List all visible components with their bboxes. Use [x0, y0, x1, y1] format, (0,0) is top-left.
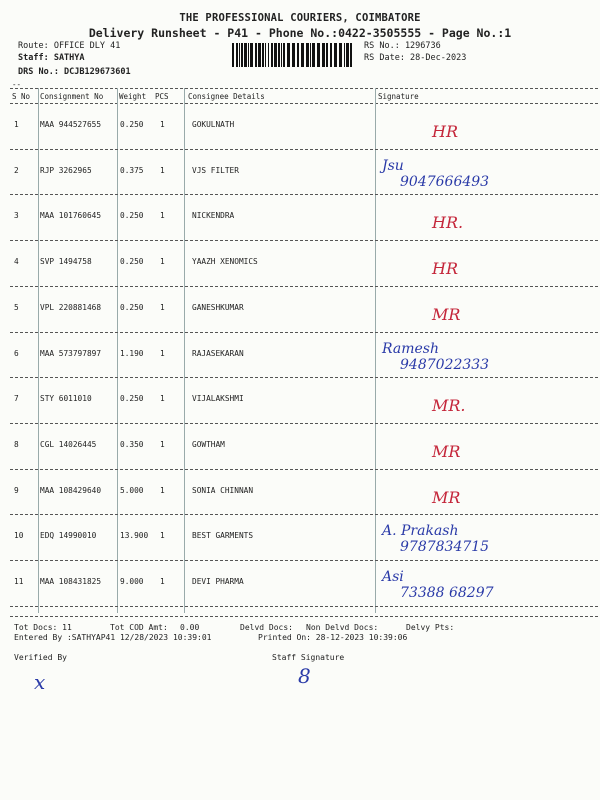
col-divider [117, 88, 118, 613]
row-consignment-no: MAA 573797897 [40, 348, 102, 358]
row-weight: 0.250 [120, 211, 144, 221]
barcode-bar [241, 43, 243, 67]
row-sno: 5 [14, 302, 19, 312]
barcode-bar [258, 43, 261, 67]
row-signature: Ramesh [382, 340, 439, 357]
row-sno: 3 [14, 211, 19, 221]
row-consignee: SONIA CHINNAN [192, 485, 254, 495]
row-consignee: VIJALAKSHMI [192, 394, 244, 404]
barcode-bar [265, 43, 266, 67]
staff-label: Staff: SATHYA [18, 53, 85, 63]
row-sno: 11 [14, 577, 24, 586]
drs-number: DRS No.: DCJB129673601 [18, 67, 131, 77]
table-top-rule [10, 88, 598, 89]
col-consignee: Consignee Details [188, 92, 265, 101]
row-signature: MR [432, 487, 461, 507]
non-delivered-docs: Non Delvd Docs: [306, 623, 379, 632]
barcode-bar [326, 43, 328, 67]
row-signature: Asi [382, 569, 404, 585]
row-sno: 8 [14, 439, 19, 449]
row-consignment-no: MAA 101760645 [40, 211, 102, 221]
row-weight: 0.250 [120, 302, 144, 312]
row-separator [10, 149, 598, 150]
barcode-bar [255, 43, 257, 67]
route-label: Route: OFFICE DLY 41 [18, 41, 121, 51]
barcode-bar [283, 43, 285, 67]
row-signature: Jsu [382, 157, 404, 174]
row-weight: 1.190 [120, 348, 144, 358]
staff-signature-mark: 8 [298, 664, 311, 688]
tot-cod-amount: 0.00 [180, 623, 200, 632]
row-consignment-no: MAA 108431825 [40, 577, 102, 586]
row-consignment-no: MAA 108429640 [40, 485, 102, 495]
row-signature: HR [432, 259, 458, 279]
row-sno: 1 [14, 120, 19, 129]
row-signature-phone: 73388 68297 [400, 585, 494, 601]
row-weight: 0.250 [120, 257, 144, 267]
barcode-bar [297, 43, 299, 67]
footer-rule [10, 616, 598, 617]
barcode-bar [271, 43, 273, 67]
row-separator [10, 286, 598, 287]
row-consignee: BEST GARMENTS [192, 531, 254, 541]
row-consignee: GANESHKUMAR [192, 302, 244, 312]
runsheet-subtitle: Delivery Runsheet - P41 - Phone No.:0422-3505555 - Page No.:1 [88, 26, 512, 40]
row-separator [10, 194, 598, 195]
row-consignment-no: VPL 220881468 [40, 302, 102, 312]
barcode-bar [346, 43, 349, 67]
staff-signature-label: Staff Signature [272, 653, 345, 662]
row-signature-phone: 9047666493 [400, 173, 490, 190]
row-consignment-no: EDQ 14990010 [40, 531, 97, 541]
col-divider [184, 88, 185, 613]
row-sno: 2 [14, 165, 19, 175]
barcode-bar [278, 43, 280, 67]
row-separator [10, 469, 598, 470]
col-pcs: PCS [155, 92, 169, 101]
header-bottom-rule [10, 103, 598, 104]
row-sno: 10 [14, 531, 24, 541]
barcode-bar [317, 43, 320, 67]
barcode-bar [248, 43, 249, 67]
row-pcs: 1 [160, 531, 165, 541]
row-consignee: GOKULNATH [192, 120, 235, 129]
barcode-bar [292, 43, 295, 67]
row-sno: 6 [14, 348, 19, 358]
row-separator [10, 423, 598, 424]
row-pcs: 1 [160, 577, 165, 586]
row-consignee: NICKENDRA [192, 211, 235, 221]
row-weight: 13.900 [120, 531, 149, 541]
row-pcs: 1 [160, 120, 165, 129]
row-signature-phone: 9487022333 [400, 356, 490, 373]
row-sno: 9 [14, 485, 19, 495]
row-weight: 0.250 [120, 394, 144, 404]
company-title: THE PROFESSIONAL COURIERS, COIMBATORE [179, 12, 421, 24]
barcode-bar [250, 43, 253, 67]
row-consignment-no: RJP 3262965 [40, 165, 92, 175]
col-sno: S No [12, 92, 31, 101]
row-weight: 5.000 [120, 485, 144, 495]
row-signature: HR [432, 122, 458, 141]
row-consignment-no: MAA 944527655 [40, 120, 102, 129]
barcode-bar [350, 43, 352, 67]
rs-date: RS Date: 28-Dec-2023 [364, 53, 467, 63]
verified-by-mark: x [34, 670, 46, 694]
delivered-docs: Delvd Docs: [240, 623, 293, 632]
col-consignment: Consignment No [40, 92, 104, 101]
row-pcs: 1 [160, 394, 165, 404]
row-signature: A. Prakash [382, 523, 459, 540]
row-separator [10, 606, 598, 607]
row-consignee: VJS FILTER [192, 165, 239, 175]
barcode-bar [236, 43, 238, 67]
barcode-bar [244, 43, 247, 67]
row-weight: 0.375 [120, 165, 144, 175]
row-pcs: 1 [160, 165, 165, 175]
tot-cod-label: Tot COD Amt: [110, 623, 168, 632]
row-signature: HR. [432, 213, 464, 233]
barcode-bar [310, 43, 311, 67]
row-signature: MR. [432, 396, 466, 416]
row-signature-phone: 9787834715 [400, 539, 490, 556]
barcode-bar [330, 43, 332, 67]
barcode-bar [334, 43, 337, 67]
barcode-bar [232, 43, 234, 67]
row-sno: 4 [14, 257, 19, 267]
barcode-bar [322, 43, 325, 67]
barcode-bar [339, 43, 342, 67]
row-pcs: 1 [160, 302, 165, 312]
row-weight: 0.250 [120, 120, 144, 129]
row-pcs: 1 [160, 257, 165, 267]
row-pcs: 1 [160, 211, 165, 221]
col-weight: Weight [119, 92, 147, 101]
row-signature: MR [432, 441, 461, 461]
row-pcs: 1 [160, 485, 165, 495]
row-separator [10, 377, 598, 378]
row-consignee: DEVI PHARMA [192, 577, 244, 586]
row-sno: 7 [14, 394, 19, 404]
row-separator [10, 560, 598, 561]
barcode-bar [274, 43, 277, 67]
row-separator [10, 240, 598, 241]
barcode-bar [344, 43, 345, 67]
row-weight: 0.350 [120, 439, 144, 449]
verified-by-label: Verified By [14, 653, 67, 662]
row-consignee: GOWTHAM [192, 439, 225, 449]
row-consignee: YAAZH XENOMICS [192, 257, 258, 267]
row-consignment-no: CGL 14026445 [40, 439, 97, 449]
row-consignee: RAJASEKARAN [192, 348, 244, 358]
col-divider [38, 88, 39, 613]
barcode-bar [268, 43, 269, 67]
barcode-bar [239, 43, 240, 67]
header-dashes: -- [12, 80, 22, 89]
row-signature: MR [432, 304, 461, 324]
barcode-bar [281, 43, 282, 67]
row-pcs: 1 [160, 439, 165, 449]
rs-number: RS No.: 1296736 [364, 41, 441, 51]
barcode-bar [301, 43, 304, 67]
barcode-bar [306, 43, 309, 67]
entered-by: Entered By :SATHYAP41 12/28/2023 10:39:01 [14, 633, 212, 642]
row-pcs: 1 [160, 348, 165, 358]
row-weight: 9.000 [120, 577, 144, 586]
barcode [232, 43, 356, 67]
barcode-bar [287, 43, 290, 67]
col-signature: Signature [378, 92, 419, 101]
row-separator [10, 514, 598, 515]
tot-docs: Tot Docs: 11 [14, 623, 72, 632]
row-separator [10, 332, 598, 333]
barcode-bar [262, 43, 264, 67]
col-divider [375, 88, 376, 613]
printed-on: Printed On: 28-12-2023 10:39:06 [258, 633, 408, 642]
delivery-points: Delvy Pts: [406, 623, 455, 632]
row-consignment-no: SVP 1494758 [40, 257, 92, 267]
row-consignment-no: STY 6011010 [40, 394, 92, 404]
barcode-bar [312, 43, 315, 67]
